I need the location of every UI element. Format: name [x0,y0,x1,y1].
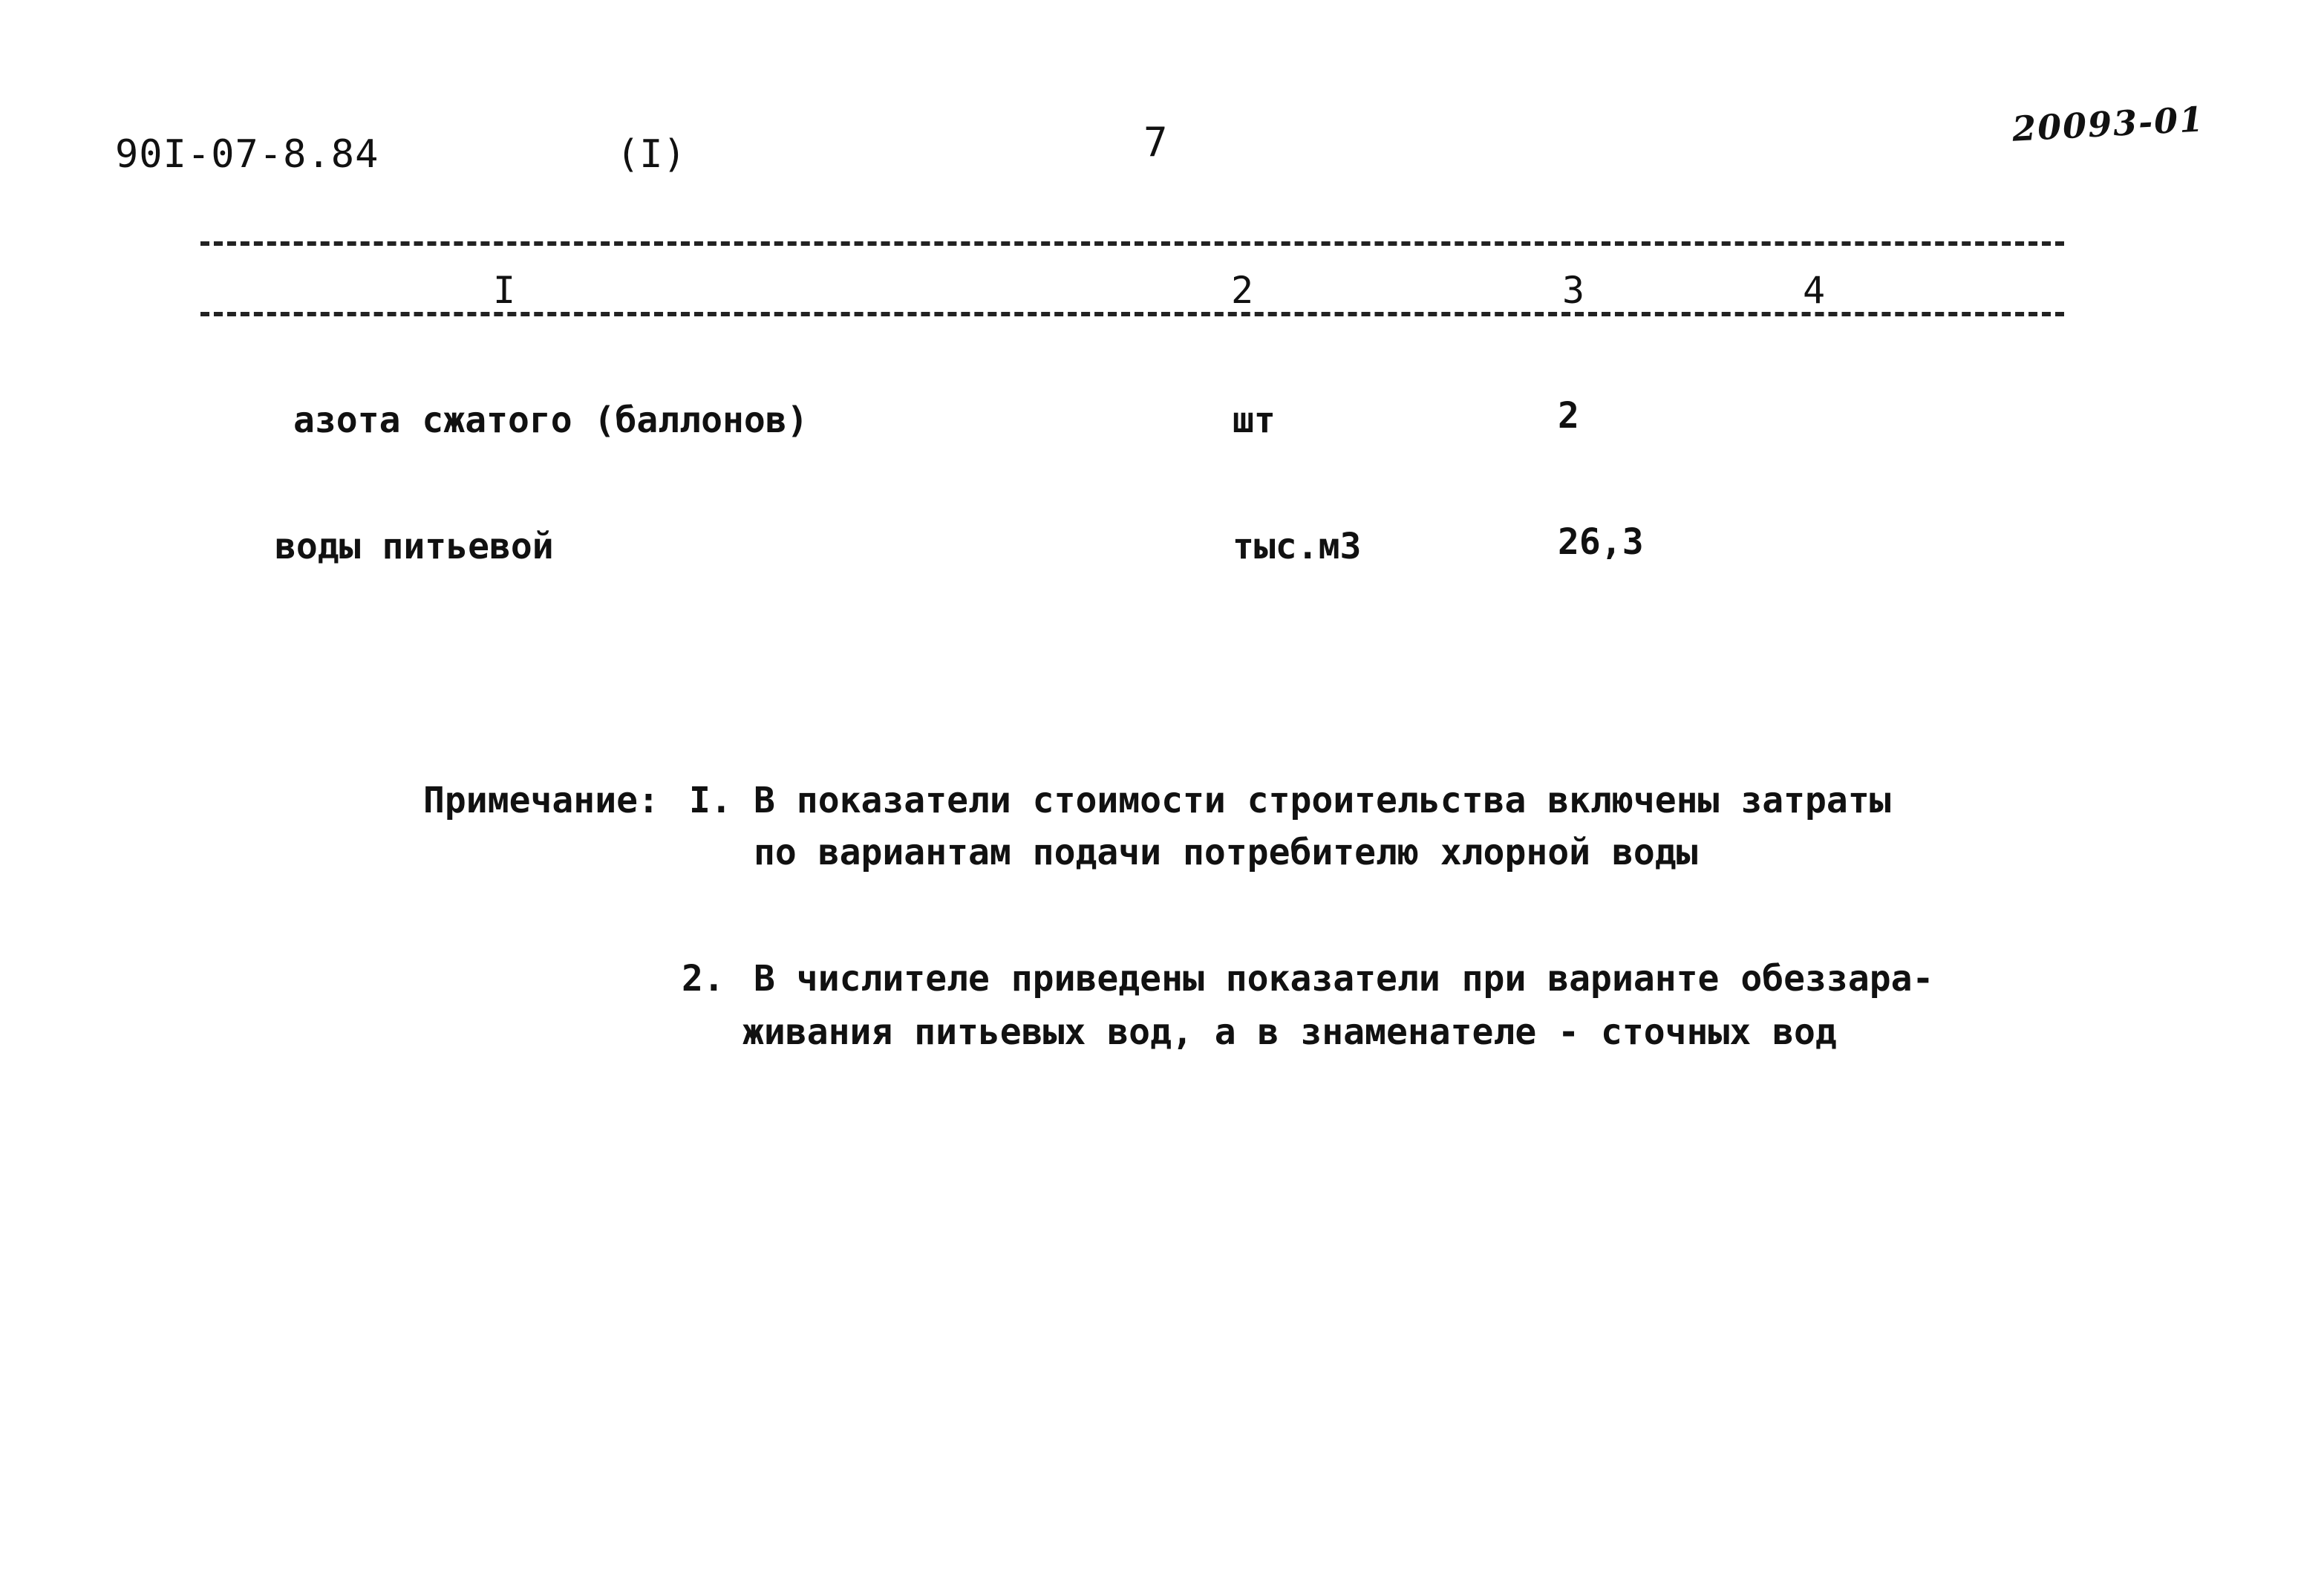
document-code: 90I-07-8.84 [115,132,379,177]
table-top-divider [200,241,2064,246]
row-value: 2 [1558,395,1579,437]
column-header-4: 4 [1798,269,1830,312]
row-unit: тыс.м3 [1233,526,1362,567]
part-number: (I) [616,132,686,177]
row-unit: шт [1233,400,1276,441]
note-item-text: по вариантам подачи потребителю хлорной воды [754,832,1698,873]
column-header-3: 3 [1558,269,1589,312]
note-item-text: В показатели стоимости строительства включены затраты [754,780,1891,821]
column-header-1: I [489,269,520,312]
page-number: 7 [1143,119,1168,166]
row-value: 26,3 [1558,521,1644,563]
note-item-text: живания питьевых вод, а в знаменателе - сточных вод [742,1011,1837,1053]
note-item-number: I. [689,780,732,821]
note-item-number: 2. [682,958,725,1000]
row-name: воды питьевой [275,526,554,567]
handwritten-number: 20093-01 [2011,99,2206,149]
note-item-text: В числителе приведены показатели при варианте обеззара- [754,958,1934,1000]
column-header-2: 2 [1227,269,1258,312]
note-label: Примечание: [423,780,659,821]
table-header-divider [200,312,2064,316]
row-name: азота сжатого (баллонов) [293,400,809,441]
